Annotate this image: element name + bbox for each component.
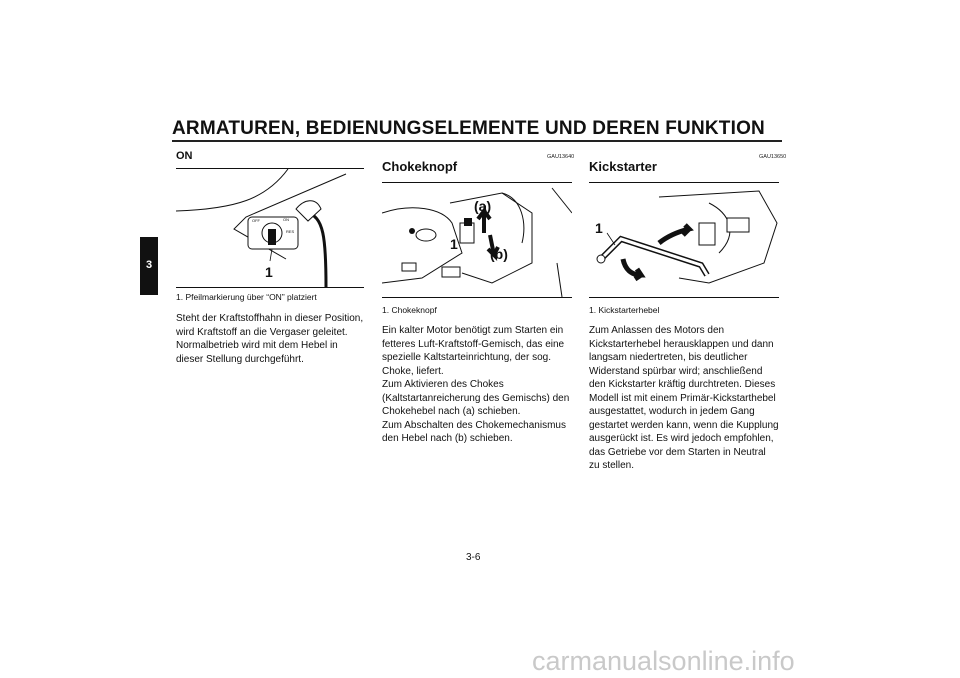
chapter-number: 3 [145, 259, 153, 271]
on-body-text [176, 312, 366, 366]
kickstarter-figure [589, 182, 779, 298]
title-rule [172, 140, 782, 142]
kickstarter-caption: 1. Kickstarterhebel [589, 305, 660, 315]
figure-callout-1: 1 [265, 264, 273, 280]
kickstarter-heading: Kickstarter [589, 159, 657, 174]
choke-figure [382, 182, 572, 298]
choke-paragraph-1: Ein kalter Motor benötigt zum Starten ein fetteres Luft-Kraftstoff-Gemisch, das eine spezielle Kaltstarteinrichtung, der sog. Choke, liefert. [382, 325, 565, 377]
valve-label-res: RES [286, 229, 295, 234]
watermark: carmanualsonline.info [532, 646, 795, 676]
choke-paragraph-3: Zum Abschalten des Chokemechanismus den Hebel nach (b) schieben. [382, 419, 566, 444]
kickstarter-illustration [589, 183, 779, 297]
choke-paragraph-2: Zum Aktivieren des Chokes (Kaltstartanreicherung des Gemischs) den Chokehebel nach (a) schieben. [382, 379, 570, 417]
section-code: GAU13640 [547, 154, 575, 160]
valve-label-on: ON [283, 217, 289, 222]
kickstarter-paragraph: Zum Anlassen des Motors den Kickstarterhebel herausklappen und dann langsam niedertreten, bis deutlicher Widerstand spürbar wird; anschließend den Kickstarter kräftig durchtreten. Dieses Modell ist mit einem Primär-Kickstarthebel ausgestattet, wodurch in jedem Gang gestartet werden kann, wenn die Kupplung ausgerückt ist. Es wird jedoch empfohlen, das Getriebe vor dem Starten in Neutral zu stellen. [589, 325, 779, 471]
kickstarter-body-text [589, 324, 779, 473]
on-paragraph: Steht der Kraftstoffhahn in dieser Position, wird Kraftstoff an die Vergaser geleitet. Normalbetrieb wird mit dem Hebel in dieser Stellung durchgeführt. [176, 313, 364, 365]
section-code: GAU13650 [759, 154, 787, 160]
choke-callout-1: 1 [450, 236, 458, 252]
choke-body-text [382, 324, 572, 446]
fuel-cock-figure [176, 168, 364, 288]
page-title: ARMATUREN, BEDIENUNGSELEMENTE UND DEREN FUNKTION [172, 118, 765, 139]
choke-heading: Chokeknopf [382, 159, 458, 174]
choke-label-a: (a) [474, 198, 492, 214]
choke-illustration [382, 183, 572, 297]
choke-label-b: (b) [490, 246, 508, 262]
on-heading: ON [176, 150, 193, 162]
kickstarter-callout-1: 1 [595, 220, 603, 236]
choke-caption: 1. Chokeknopf [382, 305, 437, 315]
page-number: 3-6 [466, 552, 481, 563]
fuel-cock-caption: 1. Pfeilmarkierung über “ON” platziert [176, 292, 317, 302]
valve-label-off: OFF [252, 218, 260, 223]
fuel-cock-illustration [176, 169, 364, 287]
chapter-tab [140, 237, 158, 295]
